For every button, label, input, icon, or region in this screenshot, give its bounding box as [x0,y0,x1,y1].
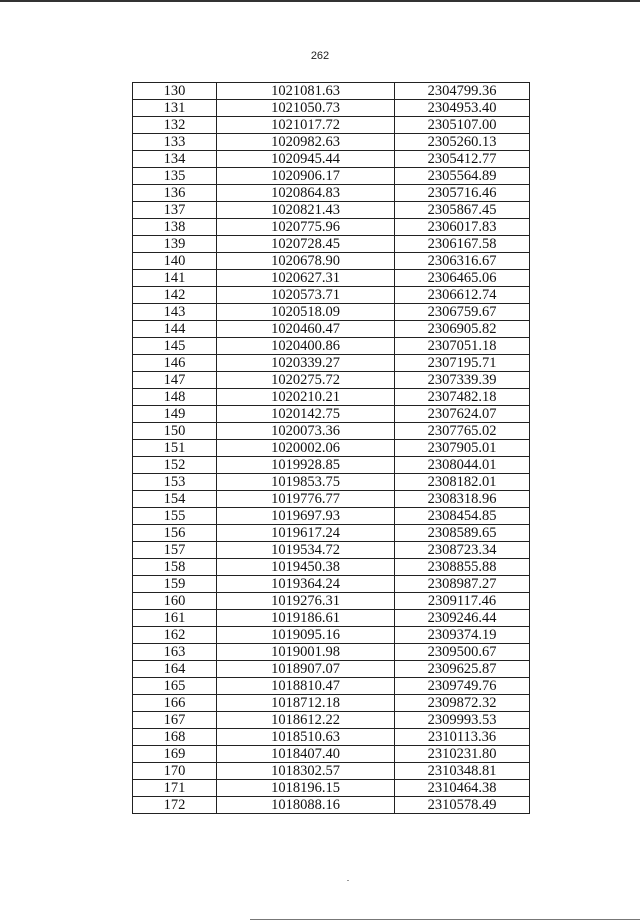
y-coordinate-cell: 2307624.07 [395,406,530,423]
x-coordinate-cell: 1020906.17 [217,168,395,185]
table-row [133,440,530,457]
table-row [133,236,530,253]
table-row [133,270,530,287]
table-row [133,134,530,151]
table-row [133,661,530,678]
point-number-cell: 146 [133,355,217,372]
y-coordinate-cell: 2308182.01 [395,474,530,491]
y-coordinate-cell: 2309872.32 [395,695,530,712]
point-number-cell: 155 [133,508,217,525]
x-coordinate-cell: 1020142.75 [217,406,395,423]
point-number-cell: 138 [133,219,217,236]
x-coordinate-cell: 1020775.96 [217,219,395,236]
x-coordinate-cell: 1019697.93 [217,508,395,525]
table-row [133,253,530,270]
table-row [133,763,530,780]
y-coordinate-cell: 2305412.77 [395,151,530,168]
y-coordinate-cell: 2306612.74 [395,287,530,304]
point-number-cell: 136 [133,185,217,202]
point-number-cell: 172 [133,797,217,814]
y-coordinate-cell: 2305260.13 [395,134,530,151]
table-row [133,729,530,746]
y-coordinate-cell: 2307195.71 [395,355,530,372]
y-coordinate-cell: 2308723.34 [395,542,530,559]
point-number-cell: 169 [133,746,217,763]
point-number-cell: 166 [133,695,217,712]
y-coordinate-cell: 2306759.67 [395,304,530,321]
x-coordinate-cell: 1021050.73 [217,100,395,117]
table-row [133,389,530,406]
point-number-cell: 134 [133,151,217,168]
y-coordinate-cell: 2308589.65 [395,525,530,542]
point-number-cell: 132 [133,117,217,134]
x-coordinate-cell: 1019095.16 [217,627,395,644]
table-row [133,83,530,100]
x-coordinate-cell: 1019364.24 [217,576,395,593]
table-row [133,542,530,559]
y-coordinate-cell: 2307339.39 [395,372,530,389]
table-row [133,712,530,729]
table-row [133,406,530,423]
x-coordinate-cell: 1020339.27 [217,355,395,372]
x-coordinate-cell: 1018088.16 [217,797,395,814]
point-number-cell: 144 [133,321,217,338]
y-coordinate-cell: 2309500.67 [395,644,530,661]
x-coordinate-cell: 1020460.47 [217,321,395,338]
table-row [133,474,530,491]
y-coordinate-cell: 2304953.40 [395,100,530,117]
point-number-cell: 151 [133,440,217,457]
y-coordinate-cell: 2308044.01 [395,457,530,474]
x-coordinate-cell: 1018302.57 [217,763,395,780]
x-coordinate-cell: 1019776.77 [217,491,395,508]
bottom-rule [250,919,640,920]
x-coordinate-cell: 1020210.21 [217,389,395,406]
table-row [133,185,530,202]
y-coordinate-cell: 2306017.83 [395,219,530,236]
point-number-cell: 130 [133,83,217,100]
x-coordinate-cell: 1020518.09 [217,304,395,321]
x-coordinate-cell: 1020627.31 [217,270,395,287]
y-coordinate-cell: 2309246.44 [395,610,530,627]
x-coordinate-cell: 1018196.15 [217,780,395,797]
y-coordinate-cell: 2310464.38 [395,780,530,797]
x-coordinate-cell: 1018712.18 [217,695,395,712]
table-row [133,797,530,814]
x-coordinate-cell: 1019534.72 [217,542,395,559]
table-row [133,168,530,185]
table-row [133,423,530,440]
x-coordinate-cell: 1019450.38 [217,559,395,576]
y-coordinate-cell: 2306167.58 [395,236,530,253]
table-row [133,525,530,542]
x-coordinate-cell: 1020982.63 [217,134,395,151]
table-row [133,372,530,389]
point-number-cell: 154 [133,491,217,508]
table-row [133,287,530,304]
y-coordinate-cell: 2304799.36 [395,83,530,100]
coordinates-table-body [133,83,530,814]
point-number-cell: 159 [133,576,217,593]
table-row [133,627,530,644]
table-row [133,491,530,508]
x-coordinate-cell: 1019001.98 [217,644,395,661]
point-number-cell: 167 [133,712,217,729]
point-number-cell: 133 [133,134,217,151]
y-coordinate-cell: 2305716.46 [395,185,530,202]
table-row [133,576,530,593]
table-row [133,457,530,474]
point-number-cell: 143 [133,304,217,321]
table-row [133,338,530,355]
x-coordinate-cell: 1018810.47 [217,678,395,695]
y-coordinate-cell: 2307905.01 [395,440,530,457]
table-row [133,151,530,168]
x-coordinate-cell: 1019276.31 [217,593,395,610]
point-number-cell: 157 [133,542,217,559]
y-coordinate-cell: 2305867.45 [395,202,530,219]
table-row [133,644,530,661]
table-row [133,202,530,219]
point-number-cell: 171 [133,780,217,797]
table-row [133,219,530,236]
x-coordinate-cell: 1020821.43 [217,202,395,219]
x-coordinate-cell: 1020573.71 [217,287,395,304]
point-number-cell: 142 [133,287,217,304]
point-number-cell: 135 [133,168,217,185]
y-coordinate-cell: 2308855.88 [395,559,530,576]
point-number-cell: 131 [133,100,217,117]
x-coordinate-cell: 1019186.61 [217,610,395,627]
x-coordinate-cell: 1020728.45 [217,236,395,253]
x-coordinate-cell: 1020945.44 [217,151,395,168]
x-coordinate-cell: 1020678.90 [217,253,395,270]
y-coordinate-cell: 2305564.89 [395,168,530,185]
y-coordinate-cell: 2310348.81 [395,763,530,780]
x-coordinate-cell: 1020275.72 [217,372,395,389]
x-coordinate-cell: 1020073.36 [217,423,395,440]
y-coordinate-cell: 2308454.85 [395,508,530,525]
point-number-cell: 148 [133,389,217,406]
x-coordinate-cell: 1021081.63 [217,83,395,100]
coordinates-table [132,82,530,814]
y-coordinate-cell: 2310578.49 [395,797,530,814]
y-coordinate-cell: 2305107.00 [395,117,530,134]
table-row [133,559,530,576]
point-number-cell: 164 [133,661,217,678]
point-number-cell: 152 [133,457,217,474]
y-coordinate-cell: 2307051.18 [395,338,530,355]
y-coordinate-cell: 2310231.80 [395,746,530,763]
top-rule [0,0,640,2]
x-coordinate-cell: 1020400.86 [217,338,395,355]
x-coordinate-cell: 1018407.40 [217,746,395,763]
table-row [133,355,530,372]
point-number-cell: 168 [133,729,217,746]
table-row [133,695,530,712]
point-number-cell: 137 [133,202,217,219]
y-coordinate-cell: 2307765.02 [395,423,530,440]
y-coordinate-cell: 2309625.87 [395,661,530,678]
scan-speck [347,880,349,881]
point-number-cell: 163 [133,644,217,661]
x-coordinate-cell: 1019617.24 [217,525,395,542]
y-coordinate-cell: 2309993.53 [395,712,530,729]
point-number-cell: 158 [133,559,217,576]
y-coordinate-cell: 2310113.36 [395,729,530,746]
point-number-cell: 153 [133,474,217,491]
y-coordinate-cell: 2308318.96 [395,491,530,508]
point-number-cell: 162 [133,627,217,644]
x-coordinate-cell: 1018907.07 [217,661,395,678]
y-coordinate-cell: 2309749.76 [395,678,530,695]
x-coordinate-cell: 1019928.85 [217,457,395,474]
y-coordinate-cell: 2307482.18 [395,389,530,406]
point-number-cell: 139 [133,236,217,253]
point-number-cell: 165 [133,678,217,695]
page-number: 262 [310,50,330,62]
table-row [133,100,530,117]
y-coordinate-cell: 2309117.46 [395,593,530,610]
point-number-cell: 141 [133,270,217,287]
x-coordinate-cell: 1021017.72 [217,117,395,134]
table-row [133,610,530,627]
x-coordinate-cell: 1020864.83 [217,185,395,202]
point-number-cell: 160 [133,593,217,610]
point-number-cell: 170 [133,763,217,780]
point-number-cell: 149 [133,406,217,423]
y-coordinate-cell: 2306905.82 [395,321,530,338]
point-number-cell: 145 [133,338,217,355]
table-row [133,746,530,763]
x-coordinate-cell: 1018510.63 [217,729,395,746]
table-row [133,678,530,695]
y-coordinate-cell: 2306465.06 [395,270,530,287]
point-number-cell: 147 [133,372,217,389]
table-row [133,780,530,797]
point-number-cell: 140 [133,253,217,270]
table-row [133,117,530,134]
x-coordinate-cell: 1018612.22 [217,712,395,729]
point-number-cell: 150 [133,423,217,440]
x-coordinate-cell: 1019853.75 [217,474,395,491]
y-coordinate-cell: 2308987.27 [395,576,530,593]
table-row [133,593,530,610]
point-number-cell: 156 [133,525,217,542]
y-coordinate-cell: 2309374.19 [395,627,530,644]
table-row [133,304,530,321]
point-number-cell: 161 [133,610,217,627]
x-coordinate-cell: 1020002.06 [217,440,395,457]
y-coordinate-cell: 2306316.67 [395,253,530,270]
table-row [133,508,530,525]
table-row [133,321,530,338]
